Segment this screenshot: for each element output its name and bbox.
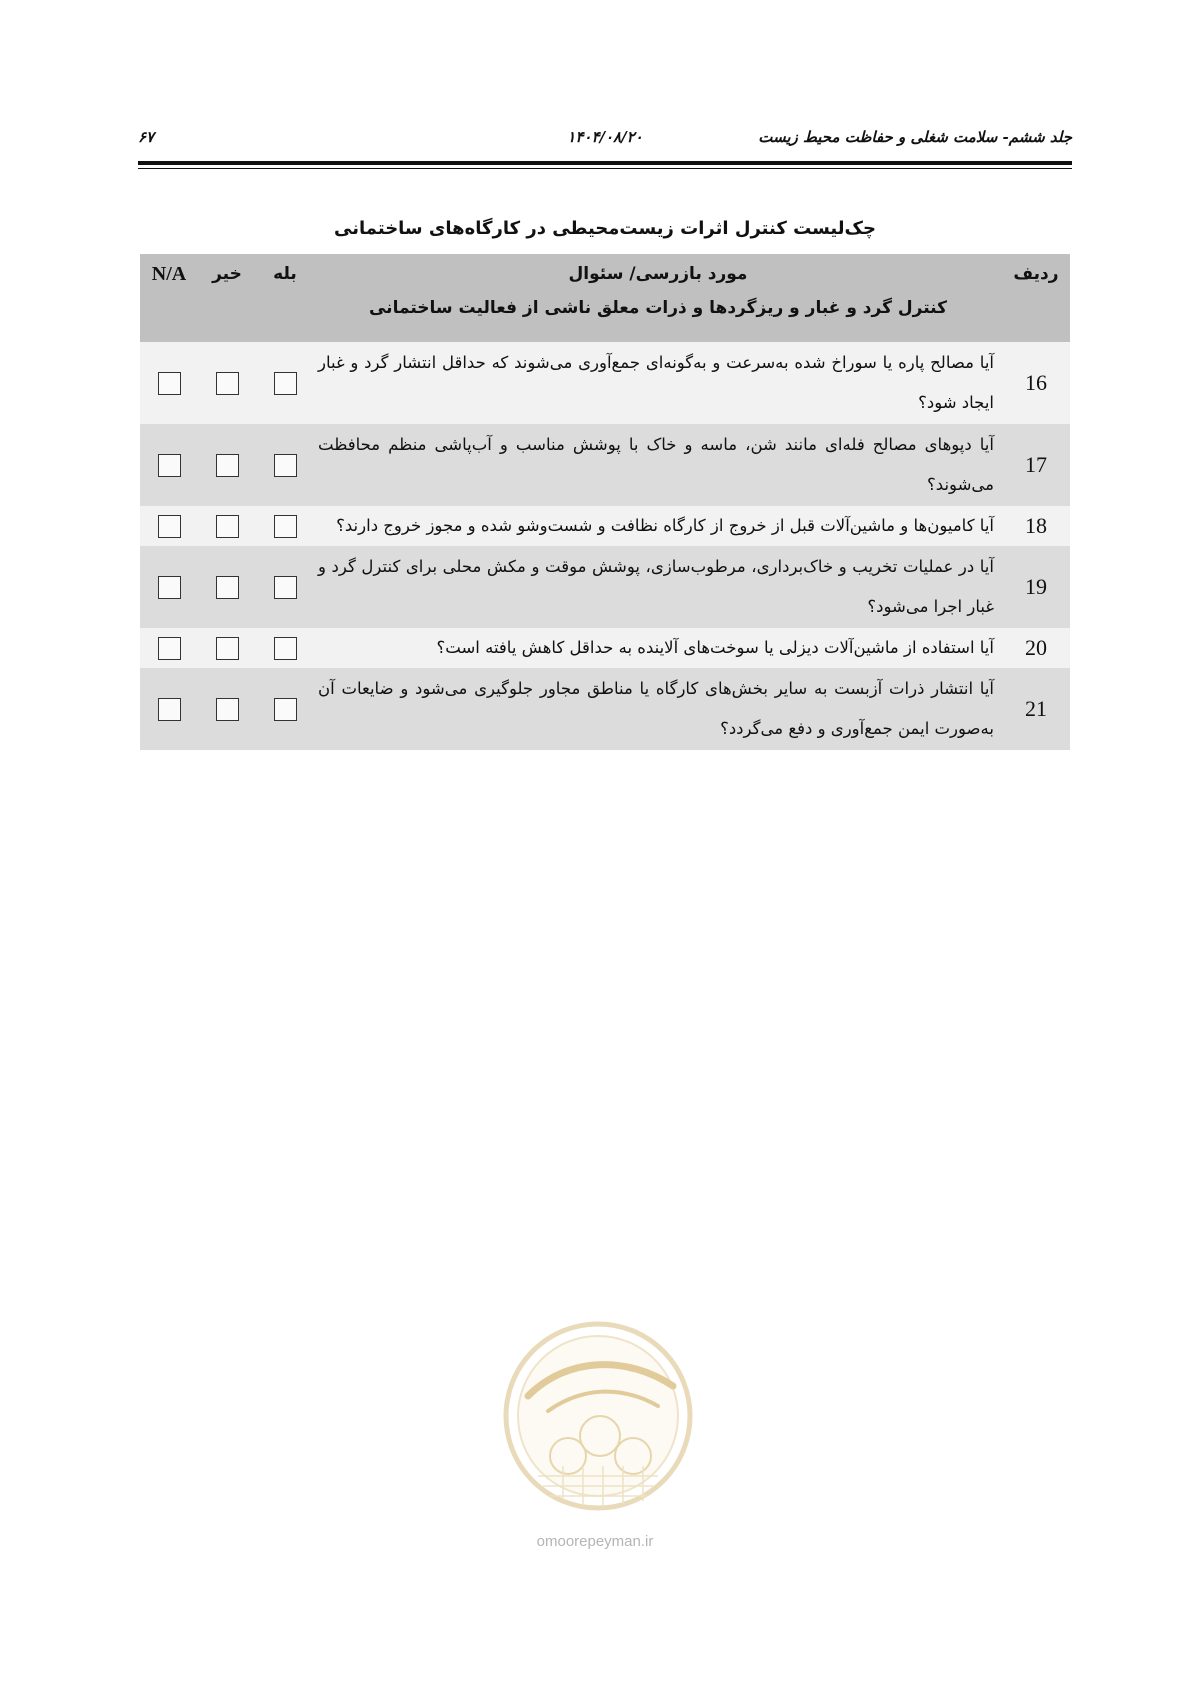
no-checkbox[interactable] — [216, 454, 239, 477]
na-checkbox[interactable] — [158, 576, 181, 599]
row-number: 17 — [1002, 424, 1070, 506]
section-header-row — [140, 294, 1070, 342]
header-rule-thin — [138, 168, 1072, 169]
yes-checkbox[interactable] — [274, 698, 297, 721]
row-question: آیا مصالح پاره یا سوراخ شده به‌سرعت و به‌گونه‌ای جمع‌آوری می‌شوند که حداقل انتشار گرد و غبار ایجاد شود؟ — [314, 342, 1002, 424]
na-checkbox[interactable] — [158, 637, 181, 660]
section-title: کنترل گرد و غبار و ریزگردها و ذرات معلق ناشی از فعالیت ساختمانی — [314, 294, 1002, 342]
row-number: 16 — [1002, 342, 1070, 424]
na-checkbox[interactable] — [158, 372, 181, 395]
table-row — [140, 546, 1070, 628]
no-checkbox[interactable] — [216, 372, 239, 395]
watermark-url: omoorepeyman.ir — [536, 1533, 654, 1550]
header-date: ۱۴۰۴/۰۸/۲۰ — [567, 128, 643, 146]
yes-checkbox[interactable] — [274, 515, 297, 538]
column-header-question: مورد بازرسی/ سئوال — [314, 254, 1002, 294]
no-checkbox[interactable] — [216, 637, 239, 660]
no-checkbox[interactable] — [216, 576, 239, 599]
na-checkbox[interactable] — [158, 515, 181, 538]
row-number: 18 — [1002, 506, 1070, 546]
yes-checkbox[interactable] — [274, 454, 297, 477]
column-header-yes: بله — [256, 254, 314, 294]
yes-checkbox[interactable] — [274, 637, 297, 660]
no-checkbox[interactable] — [216, 698, 239, 721]
column-header-row-number: ردیف — [1002, 254, 1070, 294]
row-question: آیا کامیون‌ها و ماشین‌آلات قبل از خروج از کارگاه نظافت و شست‌وشو شده و مجوز خروج دارند؟ — [314, 506, 1002, 546]
table-title: چک‌لیست کنترل اثرات زیست‌محیطی در کارگاه‌های ساختمانی — [334, 218, 876, 239]
row-question: آیا انتشار ذرات آزبست به سایر بخش‌های کارگاه یا مناطق مجاور جلوگیری می‌شود و ضایعات آن به‌صورت ایمن جمع‌آوری و دفع می‌گردد؟ — [314, 668, 1002, 750]
table-row — [140, 506, 1070, 546]
page-header — [138, 128, 1072, 150]
table-row — [140, 424, 1070, 506]
column-header-na: N/A — [140, 254, 198, 294]
row-number: 21 — [1002, 668, 1070, 750]
book-title: جلد ششم- سلامت شغلی و حفاظت محیط زیست — [758, 128, 1072, 146]
column-header-no: خیر — [198, 254, 256, 294]
table-row — [140, 628, 1070, 668]
row-number: 20 — [1002, 628, 1070, 668]
table-header-row — [140, 254, 1070, 294]
na-checkbox[interactable] — [158, 454, 181, 477]
no-checkbox[interactable] — [216, 515, 239, 538]
header-rule-thick — [138, 161, 1072, 165]
row-question: آیا دپوهای مصالح فله‌ای مانند شن، ماسه و خاک با پوشش مناسب و آب‌پاشی منظم محافظت می‌شوند؟ — [314, 424, 1002, 506]
yes-checkbox[interactable] — [274, 372, 297, 395]
row-number: 19 — [1002, 546, 1070, 628]
checklist-table — [140, 254, 1070, 750]
table-row — [140, 668, 1070, 750]
na-checkbox[interactable] — [158, 698, 181, 721]
page-number: ۶۷ — [138, 128, 155, 146]
yes-checkbox[interactable] — [274, 576, 297, 599]
table-row — [140, 342, 1070, 424]
row-question: آیا استفاده از ماشین‌آلات دیزلی یا سوخت‌های آلاینده به حداقل کاهش یافته است؟ — [314, 628, 1002, 668]
row-question: آیا در عملیات تخریب و خاک‌برداری، مرطوب‌سازی، پوشش موقت و مکش محلی برای کنترل گرد و غبار اجرا می‌شود؟ — [314, 546, 1002, 628]
